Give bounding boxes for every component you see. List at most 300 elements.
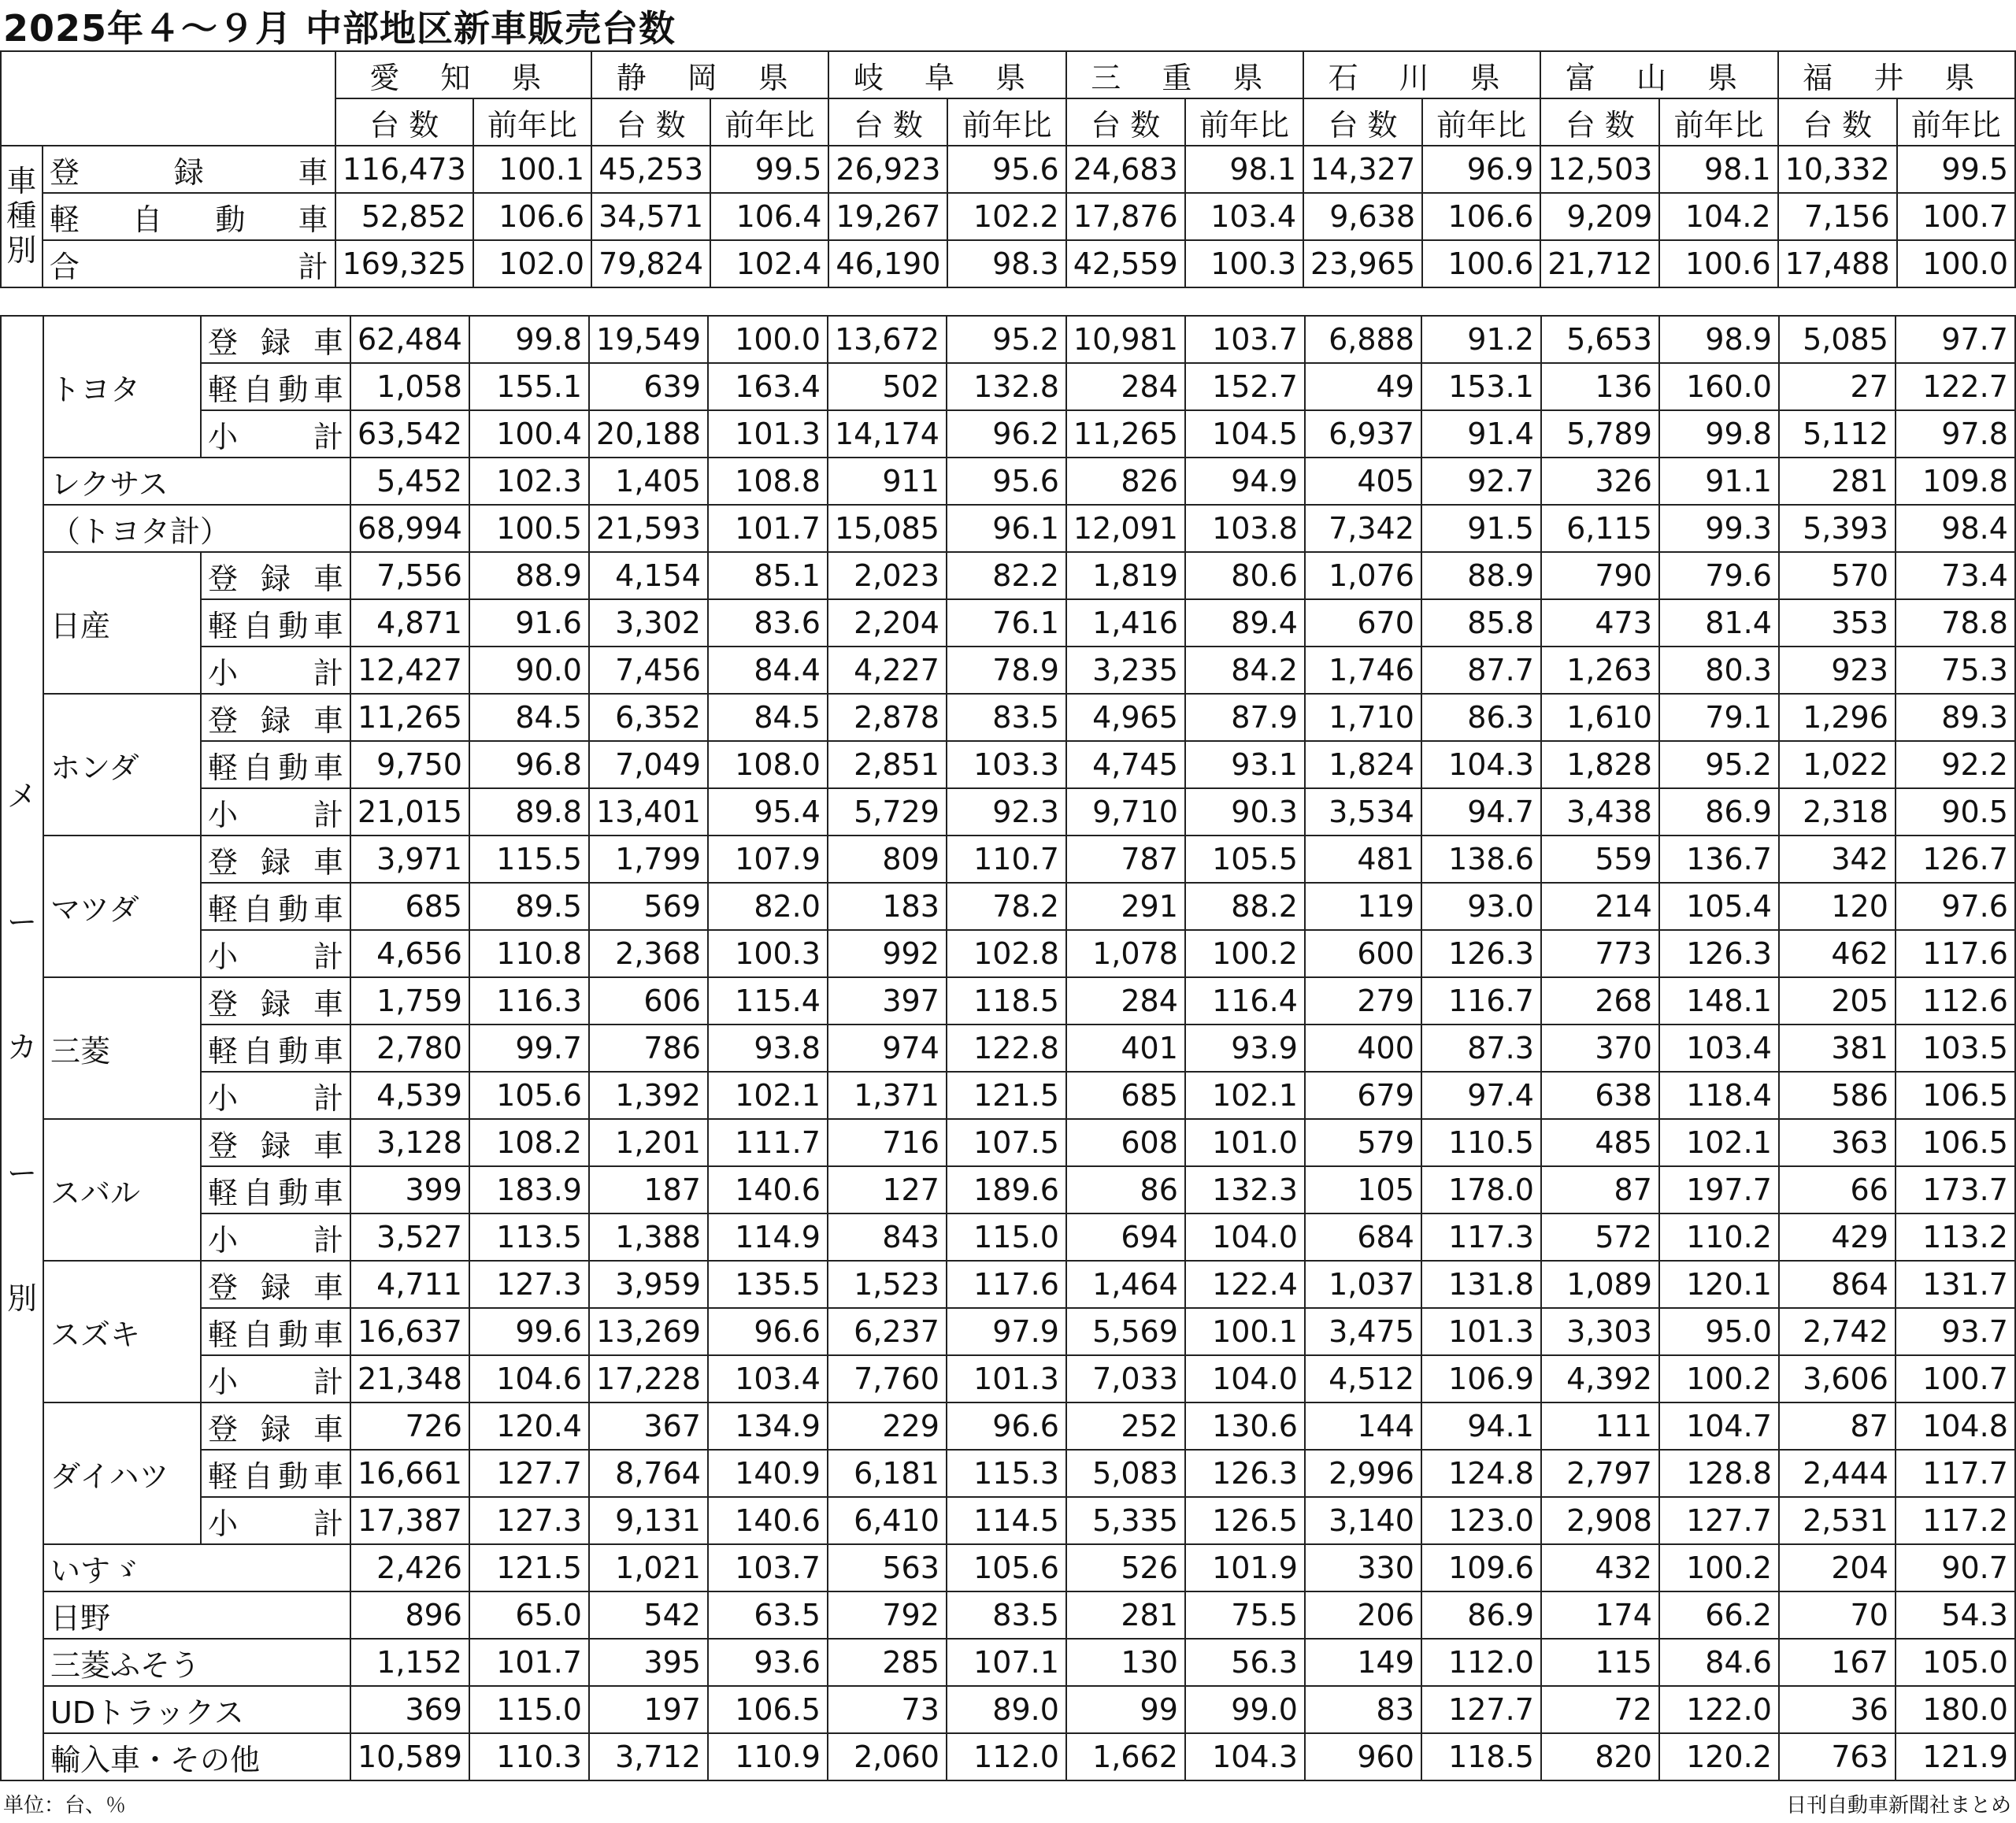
data-cell: 342	[1779, 836, 1896, 883]
data-cell: 126.3	[1185, 1450, 1305, 1497]
data-cell: 84.4	[708, 647, 828, 694]
data-cell: 118.5	[947, 977, 1066, 1025]
data-cell: 106.5	[708, 1686, 828, 1733]
data-cell: 104.3	[1185, 1733, 1305, 1780]
data-cell: 127.7	[1421, 1686, 1541, 1733]
data-cell: 110.9	[708, 1733, 828, 1780]
data-cell: 117.6	[947, 1261, 1066, 1308]
data-cell: 100.0	[708, 316, 828, 363]
data-cell: 792	[828, 1591, 947, 1639]
data-cell: 104.8	[1896, 1402, 2015, 1450]
data-cell: 88.9	[469, 552, 589, 599]
data-cell: 65.0	[469, 1591, 589, 1639]
data-cell: 110.7	[947, 836, 1066, 883]
data-cell: 112.6	[1896, 977, 2015, 1025]
data-cell: 73	[828, 1686, 947, 1733]
data-cell: 100.3	[1185, 240, 1303, 287]
table-row	[1, 694, 2015, 741]
data-cell: 100.2	[1659, 1544, 1779, 1591]
data-cell: 82.0	[708, 883, 828, 930]
data-cell: 101.3	[947, 1355, 1066, 1402]
data-cell: 88.9	[1421, 552, 1541, 599]
data-cell: 102.2	[947, 193, 1065, 240]
table-row	[1, 599, 2015, 647]
data-cell: 2,444	[1779, 1450, 1896, 1497]
data-cell: 121.5	[469, 1544, 589, 1591]
table-row	[1, 1497, 2015, 1544]
data-cell: 117.3	[1421, 1213, 1541, 1261]
data-cell: 104.6	[469, 1355, 589, 1402]
table-row	[1, 316, 2015, 363]
prefecture-header: 愛 知 県	[335, 51, 591, 98]
data-cell: 122.8	[947, 1025, 1066, 1072]
vehicle-type-label: 軽自動車	[201, 1308, 350, 1355]
data-cell: 2,023	[828, 552, 947, 599]
data-cell: 96.6	[947, 1402, 1066, 1450]
data-cell: 6,352	[589, 694, 708, 741]
data-cell: 106.9	[1421, 1355, 1541, 1402]
data-cell: 124.8	[1421, 1450, 1541, 1497]
table-row	[1, 1213, 2015, 1261]
data-cell: 36	[1779, 1686, 1896, 1733]
data-cell: 126.7	[1896, 836, 2015, 883]
maker-name: 日産	[43, 552, 201, 694]
data-cell: 1,076	[1305, 552, 1421, 599]
data-cell: 101.3	[1421, 1308, 1541, 1355]
vehicle-type-label: 軽自動車	[201, 741, 350, 788]
data-cell: 481	[1305, 836, 1421, 883]
data-cell: 103.3	[947, 741, 1066, 788]
data-cell: 153.1	[1421, 363, 1541, 410]
data-cell: 2,368	[589, 930, 708, 977]
col-header-count: 台 数	[1066, 98, 1185, 146]
data-cell: 155.1	[469, 363, 589, 410]
data-cell: 91.4	[1421, 410, 1541, 458]
table-row	[1, 741, 2015, 788]
data-cell: 56.3	[1185, 1639, 1305, 1686]
data-cell: 685	[350, 883, 469, 930]
data-cell: 42,559	[1066, 240, 1185, 287]
data-cell: 367	[589, 1402, 708, 1450]
data-cell: 13,672	[828, 316, 947, 363]
data-cell: 90.0	[469, 647, 589, 694]
data-cell: 281	[1779, 458, 1896, 505]
data-cell: 608	[1066, 1119, 1185, 1166]
data-cell: 843	[828, 1213, 947, 1261]
data-cell: 21,593	[589, 505, 708, 552]
data-cell: 579	[1305, 1119, 1421, 1166]
data-cell: 1,662	[1066, 1733, 1185, 1780]
data-cell: 3,475	[1305, 1308, 1421, 1355]
data-cell: 109.6	[1421, 1544, 1541, 1591]
data-cell: 118.4	[1659, 1072, 1779, 1119]
col-header-count: 台 数	[591, 98, 710, 146]
data-cell: 960	[1305, 1733, 1421, 1780]
data-cell: 127.3	[469, 1261, 589, 1308]
data-cell: 2,060	[828, 1733, 947, 1780]
data-cell: 606	[589, 977, 708, 1025]
data-cell: 120.2	[1659, 1733, 1779, 1780]
data-cell: 102.8	[947, 930, 1066, 977]
data-cell: 90.5	[1896, 788, 2015, 836]
data-cell: 11,265	[350, 694, 469, 741]
col-header-count: 台 数	[335, 98, 473, 146]
maker-name: 輸入車・その他	[43, 1733, 350, 1780]
data-cell: 1,392	[589, 1072, 708, 1119]
data-cell: 84.2	[1185, 647, 1305, 694]
data-cell: 3,959	[589, 1261, 708, 1308]
data-cell: 2,851	[828, 741, 947, 788]
data-cell: 91.6	[469, 599, 589, 647]
data-cell: 5,393	[1779, 505, 1896, 552]
data-cell: 97.8	[1896, 410, 2015, 458]
data-cell: 4,154	[589, 552, 708, 599]
data-cell: 1,388	[589, 1213, 708, 1261]
data-cell: 130	[1066, 1639, 1185, 1686]
maker-name: いすゞ	[43, 1544, 350, 1591]
data-cell: 131.7	[1896, 1261, 2015, 1308]
data-cell: 96.2	[947, 410, 1066, 458]
data-cell: 4,656	[350, 930, 469, 977]
data-cell: 12,091	[1066, 505, 1185, 552]
data-cell: 83.5	[947, 1591, 1066, 1639]
data-cell: 397	[828, 977, 947, 1025]
data-cell: 103.5	[1896, 1025, 2015, 1072]
table-row	[1, 1639, 2015, 1686]
table-row	[1, 1261, 2015, 1308]
table-row	[1, 1733, 2015, 1780]
data-cell: 1,828	[1541, 741, 1659, 788]
data-cell: 94.1	[1421, 1402, 1541, 1450]
data-cell: 252	[1066, 1402, 1185, 1450]
data-cell: 89.4	[1185, 599, 1305, 647]
data-cell: 98.3	[947, 240, 1065, 287]
data-cell: 1,405	[589, 458, 708, 505]
data-cell: 109.8	[1896, 458, 2015, 505]
data-cell: 401	[1066, 1025, 1185, 1072]
data-cell: 103.4	[1659, 1025, 1779, 1072]
data-cell: 115.4	[708, 977, 828, 1025]
data-cell: 670	[1305, 599, 1421, 647]
vehicle-type-label: 登 録 車	[201, 1402, 350, 1450]
table-row	[1, 458, 2015, 505]
data-cell: 106.4	[710, 193, 828, 240]
data-cell: 2,426	[350, 1544, 469, 1591]
data-cell: 160.0	[1659, 363, 1779, 410]
table-row	[1, 788, 2015, 836]
col-header-ratio: 前年比	[1897, 98, 2015, 146]
data-cell: 106.5	[1896, 1119, 2015, 1166]
vehicle-type-label: 軽自動車	[201, 599, 350, 647]
data-cell: 105	[1305, 1166, 1421, 1213]
data-cell: 405	[1305, 458, 1421, 505]
data-cell: 502	[828, 363, 947, 410]
data-cell: 684	[1305, 1213, 1421, 1261]
vehicle-type-label: 登 録 車	[201, 694, 350, 741]
data-cell: 3,302	[589, 599, 708, 647]
data-cell: 2,531	[1779, 1497, 1896, 1544]
data-cell: 7,033	[1066, 1355, 1185, 1402]
vehicle-type-label: 小 計	[201, 788, 350, 836]
table-row	[1, 977, 2015, 1025]
data-cell: 122.0	[1659, 1686, 1779, 1733]
vehicle-type-label: 小 計	[201, 930, 350, 977]
data-cell: 5,653	[1541, 316, 1659, 363]
data-cell: 93.9	[1185, 1025, 1305, 1072]
prefecture-header: 福 井 県	[1778, 51, 2015, 98]
data-cell: 119	[1305, 883, 1421, 930]
data-cell: 93.7	[1896, 1308, 2015, 1355]
data-cell: 111	[1541, 1402, 1659, 1450]
data-cell: 569	[589, 883, 708, 930]
data-cell: 131.8	[1421, 1261, 1541, 1308]
data-cell: 82.2	[947, 552, 1066, 599]
data-cell: 639	[589, 363, 708, 410]
data-cell: 100.3	[708, 930, 828, 977]
data-cell: 183	[828, 883, 947, 930]
data-cell: 3,606	[1779, 1355, 1896, 1402]
data-cell: 80.3	[1659, 647, 1779, 694]
data-cell: 1,824	[1305, 741, 1421, 788]
data-cell: 291	[1066, 883, 1185, 930]
data-cell: 106.5	[1896, 1072, 2015, 1119]
data-cell: 100.4	[469, 410, 589, 458]
data-cell: 98.1	[1185, 146, 1303, 193]
data-cell: 99.8	[1659, 410, 1779, 458]
data-cell: 330	[1305, 1544, 1421, 1591]
data-cell: 122.4	[1185, 1261, 1305, 1308]
data-cell: 63,542	[350, 410, 469, 458]
data-cell: 5,452	[350, 458, 469, 505]
data-cell: 102.4	[710, 240, 828, 287]
data-cell: 103.7	[708, 1544, 828, 1591]
data-cell: 85.8	[1421, 599, 1541, 647]
vehicle-type-label: 小 計	[201, 1072, 350, 1119]
data-cell: 4,745	[1066, 741, 1185, 788]
data-cell: 111.7	[708, 1119, 828, 1166]
data-cell: 1,610	[1541, 694, 1659, 741]
data-cell: 5,789	[1541, 410, 1659, 458]
data-cell: 54.3	[1896, 1591, 2015, 1639]
table-row	[1, 1591, 2015, 1639]
vehicle-type-label: 小 計	[201, 1213, 350, 1261]
data-cell: 130.6	[1185, 1402, 1305, 1450]
table-row	[1, 363, 2015, 410]
data-cell: 110.5	[1421, 1119, 1541, 1166]
data-cell: 49	[1305, 363, 1421, 410]
data-cell: 100.2	[1185, 930, 1305, 977]
data-cell: 15,085	[828, 505, 947, 552]
data-cell: 95.6	[947, 146, 1065, 193]
data-cell: 140.6	[708, 1497, 828, 1544]
data-cell: 400	[1305, 1025, 1421, 1072]
data-cell: 21,015	[350, 788, 469, 836]
col-header-count: 台 数	[1778, 98, 1897, 146]
data-cell: 1,464	[1066, 1261, 1185, 1308]
data-cell: 75.3	[1896, 647, 2015, 694]
data-cell: 11,265	[1066, 410, 1185, 458]
data-cell: 12,427	[350, 647, 469, 694]
data-cell: 9,750	[350, 741, 469, 788]
data-cell: 5,083	[1066, 1450, 1185, 1497]
data-cell: 100.1	[473, 146, 591, 193]
maker-name: スズキ	[43, 1261, 201, 1402]
data-cell: 98.4	[1896, 505, 2015, 552]
data-cell: 52,852	[335, 193, 473, 240]
table-row	[1, 930, 2015, 977]
data-cell: 116,473	[335, 146, 473, 193]
data-cell: 115.3	[947, 1450, 1066, 1497]
data-cell: 110.3	[469, 1733, 589, 1780]
data-cell: 2,780	[350, 1025, 469, 1072]
data-cell: 2,742	[1779, 1308, 1896, 1355]
data-cell: 107.5	[947, 1119, 1066, 1166]
data-cell: 120.4	[469, 1402, 589, 1450]
data-cell: 62,484	[350, 316, 469, 363]
data-cell: 429	[1779, 1213, 1896, 1261]
data-cell: 96.8	[469, 741, 589, 788]
data-cell: 99.3	[1659, 505, 1779, 552]
data-cell: 5,085	[1779, 316, 1896, 363]
data-cell: 91.2	[1421, 316, 1541, 363]
data-cell: 98.1	[1659, 146, 1777, 193]
group-label-maker: メーカー別	[1, 316, 43, 1780]
group-label-vehicle-type: 車種別	[1, 146, 43, 287]
data-cell: 23,965	[1303, 240, 1422, 287]
data-cell: 84.6	[1659, 1639, 1779, 1686]
data-cell: 381	[1779, 1025, 1896, 1072]
data-cell: 284	[1066, 977, 1185, 1025]
data-cell: 26,923	[828, 146, 947, 193]
data-cell: 10,589	[350, 1733, 469, 1780]
table-row	[1, 1355, 2015, 1402]
data-cell: 121.9	[1896, 1733, 2015, 1780]
data-cell: 79.1	[1659, 694, 1779, 741]
data-cell: 113.5	[469, 1213, 589, 1261]
data-cell: 197	[589, 1686, 708, 1733]
data-cell: 80.6	[1185, 552, 1305, 599]
data-cell: 100.0	[1897, 240, 2015, 287]
data-cell: 2,878	[828, 694, 947, 741]
table-row	[1, 240, 2015, 287]
data-cell: 13,401	[589, 788, 708, 836]
vehicle-type-label: 登 録 車	[201, 1261, 350, 1308]
data-cell: 173.7	[1896, 1166, 2015, 1213]
data-cell: 84.5	[708, 694, 828, 741]
data-cell: 115	[1541, 1639, 1659, 1686]
data-cell: 136.7	[1659, 836, 1779, 883]
data-cell: 174	[1541, 1591, 1659, 1639]
data-cell: 14,174	[828, 410, 947, 458]
data-cell: 284	[1066, 363, 1185, 410]
data-cell: 63.5	[708, 1591, 828, 1639]
data-cell: 1,746	[1305, 647, 1421, 694]
data-cell: 105.4	[1659, 883, 1779, 930]
data-cell: 97.4	[1421, 1072, 1541, 1119]
data-cell: 1,058	[350, 363, 469, 410]
data-cell: 79.6	[1659, 552, 1779, 599]
table-row	[1, 836, 2015, 883]
data-cell: 685	[1066, 1072, 1185, 1119]
data-cell: 1,201	[589, 1119, 708, 1166]
data-cell: 83.6	[708, 599, 828, 647]
data-cell: 279	[1305, 977, 1421, 1025]
data-cell: 140.9	[708, 1450, 828, 1497]
data-cell: 73.4	[1896, 552, 2015, 599]
data-cell: 9,710	[1066, 788, 1185, 836]
data-cell: 1,022	[1779, 741, 1896, 788]
data-cell: 163.4	[708, 363, 828, 410]
data-cell: 115.5	[469, 836, 589, 883]
data-cell: 100.2	[1659, 1355, 1779, 1402]
data-cell: 826	[1066, 458, 1185, 505]
data-cell: 87.3	[1421, 1025, 1541, 1072]
data-cell: 132.8	[947, 363, 1066, 410]
data-cell: 526	[1066, 1544, 1185, 1591]
data-cell: 9,638	[1303, 193, 1422, 240]
data-cell: 75.5	[1185, 1591, 1305, 1639]
data-cell: 107.9	[708, 836, 828, 883]
data-cell: 27	[1779, 363, 1896, 410]
row-label: 軽自動車	[43, 193, 335, 240]
data-cell: 100.1	[1185, 1308, 1305, 1355]
data-cell: 21,712	[1540, 240, 1659, 287]
col-header-count: 台 数	[828, 98, 947, 146]
data-cell: 118.5	[1421, 1733, 1541, 1780]
data-cell: 117.2	[1896, 1497, 2015, 1544]
data-cell: 126.3	[1421, 930, 1541, 977]
table-row	[1, 1402, 2015, 1450]
table-row	[1, 647, 2015, 694]
data-cell: 132.3	[1185, 1166, 1305, 1213]
data-cell: 3,712	[589, 1733, 708, 1780]
data-cell: 78.2	[947, 883, 1066, 930]
data-cell: 140.6	[708, 1166, 828, 1213]
vehicle-type-label: 登 録 車	[201, 836, 350, 883]
data-cell: 763	[1779, 1733, 1896, 1780]
data-cell: 101.3	[708, 410, 828, 458]
prefecture-header: 静 岡 県	[591, 51, 828, 98]
data-cell: 110.2	[1659, 1213, 1779, 1261]
data-cell: 187	[589, 1166, 708, 1213]
data-cell: 20,188	[589, 410, 708, 458]
data-cell: 586	[1779, 1072, 1896, 1119]
vehicle-type-label: 軽自動車	[201, 1166, 350, 1213]
data-cell: 9,209	[1540, 193, 1659, 240]
data-cell: 6,237	[828, 1308, 947, 1355]
maker-name: レクサス	[43, 458, 350, 505]
data-cell: 2,996	[1305, 1450, 1421, 1497]
maker-name: ダイハツ	[43, 1402, 201, 1544]
data-cell: 473	[1541, 599, 1659, 647]
data-cell: 66.2	[1659, 1591, 1779, 1639]
data-cell: 353	[1779, 599, 1896, 647]
data-cell: 1,296	[1779, 694, 1896, 741]
data-cell: 94.9	[1185, 458, 1305, 505]
row-label: 合 計	[43, 240, 335, 287]
data-cell: 17,228	[589, 1355, 708, 1402]
data-cell: 89.3	[1896, 694, 2015, 741]
data-cell: 127.3	[469, 1497, 589, 1544]
data-cell: 5,335	[1066, 1497, 1185, 1544]
table-row	[1, 410, 2015, 458]
col-header-count: 台 数	[1303, 98, 1422, 146]
data-cell: 100.6	[1659, 240, 1777, 287]
data-cell: 3,303	[1541, 1308, 1659, 1355]
data-cell: 19,549	[589, 316, 708, 363]
data-cell: 116.3	[469, 977, 589, 1025]
data-cell: 92.7	[1421, 458, 1541, 505]
